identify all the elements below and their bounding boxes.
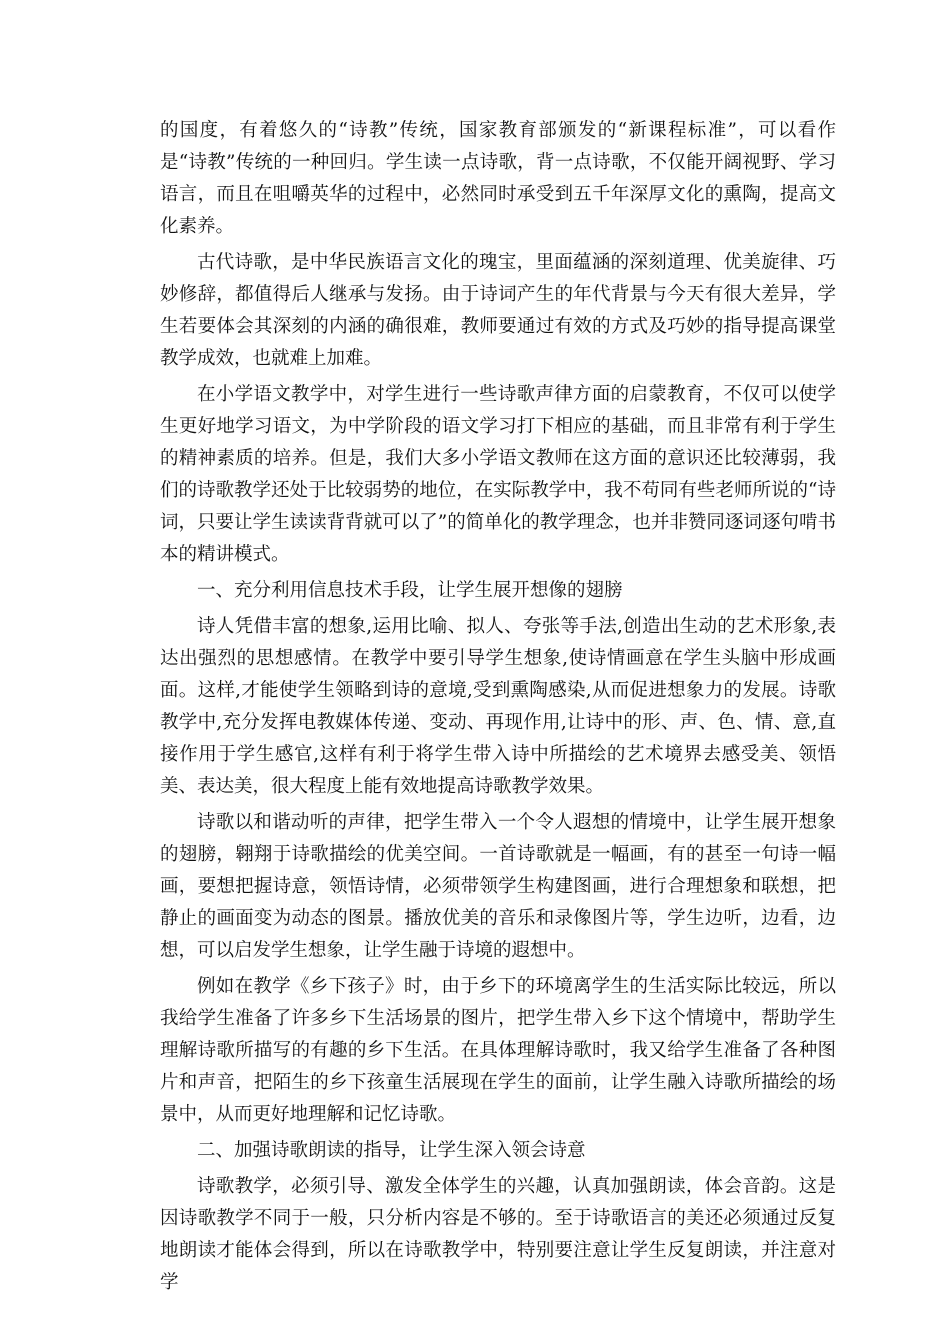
- paragraph-primary-chinese-teaching: 在小学语文教学中，对学生进行一些诗歌声律方面的启蒙教育，不仅可以使学生更好地学习语文，为中学阶段的语文学习打下相应的基础，而且非常有利于学生的精神素质的培养。但是，我们大多小学语文教师在这方面的意识还比较薄弱，我们的诗歌教学还处于比较弱势的地位，在实际教学中，我不苟同有些老师所说的“诗词，只要让学生读读背背就可以了”的简单化的教学理念，也并非赞同逐词逐句啃书本的精讲模式。: [160, 384, 836, 565]
- paragraph-example-country-kids: 例如在教学《乡下孩子》时，由于乡下的环境离学生的生活实际比较远，所以我给学生准备了许多乡下生活场景的图片，把学生带入乡下这个情境中，帮助学生理解诗歌所描写的有趣的乡下生活。在具体理解诗歌时，我又给学生准备了各种图片和声音，把陌生的乡下孩童生活展现在学生的面前，让学生融入诗歌所描绘的场景中，从而更好地理解和记忆诗歌。: [160, 976, 836, 1125]
- document-body: [160, 115, 836, 1303]
- paragraph-poetry-reading: 诗歌教学，必须引导、激发全体学生的兴趣，认真加强朗读，体会音韵。这是因诗歌教学不同于一般，只分析内容是不够的。至于诗歌语言的美还必须通过反复地朗读才能体会得到，所以在诗歌教学中，特别要注意让学生反复朗读，并注意对学: [160, 1176, 836, 1293]
- paragraph-poetry-rhythm: 诗歌以和谐动听的声律，把学生带入一个令人遐想的情境中，让学生展开想象的翅膀，翱翔于诗歌描绘的优美空间。一首诗歌就是一幅画，有的甚至一句诗一幅画，要想把握诗意，领悟诗情，必须带领学生构建图画，进行合理想象和联想，把静止的画面变为动态的图景。播放优美的音乐和录像图片等，学生边听，边看，边想，可以启发学生想象，让学生融于诗境的遐想中。: [160, 812, 836, 961]
- paragraph-ancient-poetry: 古代诗歌，是中华民族语言文化的瑰宝，里面蕴涵的深刻道理、优美旋律、巧妙修辞，都值得后人继承与发扬。由于诗词产生的年代背景与今天有很大差异，学生若要体会其深刻的内涵的确很难，教师要通过有效的方式及巧妙的指导提高课堂教学成效，也就难上加难。: [160, 252, 836, 369]
- paragraph-continuation: 的国度，有着悠久的“诗教”传统，国家教育部颁发的“新课程标准”，可以看作是“诗教”传统的一种回归。学生读一点诗歌，背一点诗歌，不仅能开阔视野、学习语言，而且在咀嚼英华的过程中，必然同时承受到五千年深厚文化的熏陶，提高文化素养。: [160, 120, 836, 237]
- paragraph-poet-imagination: 诗人凭借丰富的想象,运用比喻、拟人、夸张等手法,创造出生动的艺术形象,表达出强烈的思想感情。在教学中要引导学生想象,使诗情画意在学生头脑中形成画面。这样,才能使学生领略到诗的意境,受到熏陶感染,从而促进想象力的发展。诗歌教学中,充分发挥电教媒体传递、变动、再现作用,让诗中的形、声、色、情、意,直接作用于学生感官,这样有利于将学生带入诗中所描绘的艺术境界去感受美、领悟美、表达美，很大程度上能有效地提高诗歌教学效果。: [160, 616, 836, 797]
- section-heading-1: 一、充分利用信息技术手段，让学生展开想像的翅膀: [197, 580, 623, 601]
- section-heading-2: 二、加强诗歌朗读的指导，让学生深入领会诗意: [197, 1140, 586, 1161]
